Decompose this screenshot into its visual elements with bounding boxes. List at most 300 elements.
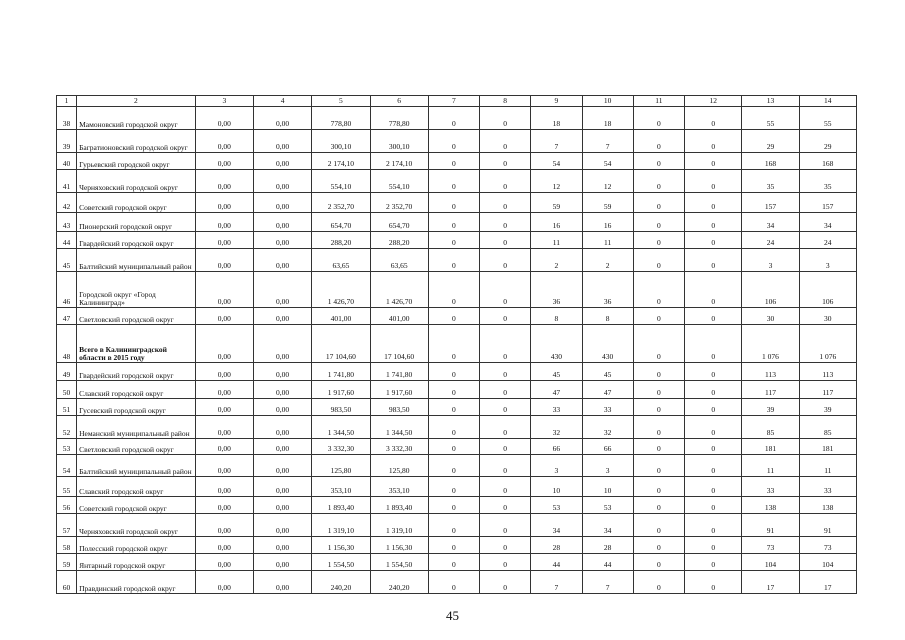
value-cell: 0 <box>685 554 742 571</box>
header-cell: 3 <box>195 96 253 107</box>
value-cell: 47 <box>582 381 633 399</box>
header-cell: 4 <box>253 96 311 107</box>
value-cell: 0 <box>633 381 684 399</box>
value-cell: 0 <box>480 497 531 514</box>
value-cell: 0,00 <box>195 477 253 497</box>
value-cell: 0 <box>633 497 684 514</box>
value-cell: 0 <box>428 170 479 193</box>
value-cell: 33 <box>582 399 633 416</box>
value-cell: 0 <box>633 107 684 130</box>
value-cell: 0 <box>480 363 531 381</box>
table-header-row <box>57 96 857 107</box>
value-cell: 0,00 <box>195 107 253 130</box>
value-cell: 1 917,60 <box>370 381 428 399</box>
value-cell: 0,00 <box>195 153 253 170</box>
value-cell: 0 <box>428 381 479 399</box>
value-cell: 0 <box>480 477 531 497</box>
value-cell: 1 156,30 <box>370 537 428 554</box>
value-cell: 0,00 <box>195 416 253 439</box>
value-cell: 1 344,50 <box>312 416 370 439</box>
value-cell: 0,00 <box>195 170 253 193</box>
value-cell: 138 <box>742 497 799 514</box>
district-name-cell: Всего в Калининградской области в 2015 году <box>77 325 196 363</box>
value-cell: 53 <box>531 497 582 514</box>
district-name-cell: Балтийский муниципальный район <box>77 249 196 272</box>
value-cell: 1 554,50 <box>312 554 370 571</box>
value-cell: 32 <box>531 416 582 439</box>
value-cell: 3 332,30 <box>312 439 370 455</box>
value-cell: 73 <box>799 537 856 554</box>
value-cell: 0 <box>428 439 479 455</box>
value-cell: 0 <box>480 381 531 399</box>
value-cell: 0 <box>480 455 531 477</box>
value-cell: 2 352,70 <box>312 193 370 213</box>
value-cell: 7 <box>582 571 633 594</box>
value-cell: 0 <box>633 477 684 497</box>
value-cell: 1 076 <box>799 325 856 363</box>
value-cell: 8 <box>582 308 633 325</box>
value-cell: 125,80 <box>370 455 428 477</box>
value-cell: 24 <box>742 232 799 249</box>
table-row <box>57 455 857 477</box>
value-cell: 2 174,10 <box>312 153 370 170</box>
value-cell: 0,00 <box>253 571 311 594</box>
row-number-cell: 54 <box>57 455 77 477</box>
value-cell: 0 <box>428 455 479 477</box>
value-cell: 288,20 <box>312 232 370 249</box>
value-cell: 0,00 <box>195 571 253 594</box>
value-cell: 44 <box>531 554 582 571</box>
value-cell: 0,00 <box>195 232 253 249</box>
value-cell: 0,00 <box>253 232 311 249</box>
value-cell: 778,80 <box>370 107 428 130</box>
district-name-cell: Черняховский городской округ <box>77 170 196 193</box>
value-cell: 430 <box>531 325 582 363</box>
value-cell: 0 <box>480 107 531 130</box>
value-cell: 0 <box>685 537 742 554</box>
table-row <box>57 153 857 170</box>
value-cell: 63,65 <box>312 249 370 272</box>
table-row <box>57 554 857 571</box>
value-cell: 0,00 <box>195 325 253 363</box>
value-cell: 0 <box>685 193 742 213</box>
value-cell: 28 <box>582 537 633 554</box>
value-cell: 0 <box>685 439 742 455</box>
row-number-cell: 40 <box>57 153 77 170</box>
value-cell: 54 <box>582 153 633 170</box>
value-cell: 0,00 <box>253 477 311 497</box>
value-cell: 17 104,60 <box>370 325 428 363</box>
value-cell: 0,00 <box>195 497 253 514</box>
row-number-cell: 52 <box>57 416 77 439</box>
value-cell: 0 <box>685 399 742 416</box>
value-cell: 3 <box>582 455 633 477</box>
value-cell: 91 <box>799 514 856 537</box>
value-cell: 654,70 <box>312 213 370 232</box>
value-cell: 0,00 <box>253 455 311 477</box>
value-cell: 106 <box>799 272 856 308</box>
value-cell: 7 <box>531 130 582 153</box>
row-number-cell: 39 <box>57 130 77 153</box>
table-row <box>57 477 857 497</box>
value-cell: 0 <box>685 249 742 272</box>
data-table <box>56 95 857 594</box>
value-cell: 0 <box>633 455 684 477</box>
value-cell: 0,00 <box>253 325 311 363</box>
value-cell: 778,80 <box>312 107 370 130</box>
header-cell: 10 <box>582 96 633 107</box>
value-cell: 0 <box>480 416 531 439</box>
value-cell: 168 <box>799 153 856 170</box>
value-cell: 2 <box>582 249 633 272</box>
value-cell: 16 <box>582 213 633 232</box>
value-cell: 983,50 <box>312 399 370 416</box>
value-cell: 0 <box>428 363 479 381</box>
district-name-cell: Светловский городской округ <box>77 439 196 455</box>
row-number-cell: 51 <box>57 399 77 416</box>
row-number-cell: 57 <box>57 514 77 537</box>
value-cell: 1 426,70 <box>312 272 370 308</box>
row-number-cell: 43 <box>57 213 77 232</box>
header-cell: 6 <box>370 96 428 107</box>
row-number-cell: 42 <box>57 193 77 213</box>
value-cell: 0 <box>685 477 742 497</box>
value-cell: 0 <box>428 399 479 416</box>
value-cell: 0,00 <box>253 193 311 213</box>
value-cell: 0 <box>633 153 684 170</box>
value-cell: 157 <box>742 193 799 213</box>
value-cell: 0 <box>685 232 742 249</box>
value-cell: 55 <box>742 107 799 130</box>
district-name-cell: Мамоновский городской округ <box>77 107 196 130</box>
value-cell: 34 <box>582 514 633 537</box>
value-cell: 11 <box>582 232 633 249</box>
value-cell: 0 <box>633 170 684 193</box>
table-row <box>57 416 857 439</box>
value-cell: 0 <box>480 193 531 213</box>
value-cell: 104 <box>799 554 856 571</box>
value-cell: 0,00 <box>195 399 253 416</box>
header-cell: 11 <box>633 96 684 107</box>
value-cell: 0,00 <box>253 130 311 153</box>
value-cell: 44 <box>582 554 633 571</box>
value-cell: 288,20 <box>370 232 428 249</box>
value-cell: 39 <box>742 399 799 416</box>
district-name-cell: Советский городской округ <box>77 193 196 213</box>
value-cell: 34 <box>799 213 856 232</box>
value-cell: 0,00 <box>195 193 253 213</box>
row-number-cell: 56 <box>57 497 77 514</box>
value-cell: 0 <box>428 272 479 308</box>
value-cell: 0 <box>685 213 742 232</box>
value-cell: 0 <box>480 571 531 594</box>
value-cell: 353,10 <box>370 477 428 497</box>
value-cell: 0 <box>633 399 684 416</box>
table-row <box>57 325 857 363</box>
value-cell: 33 <box>742 477 799 497</box>
value-cell: 0 <box>480 537 531 554</box>
value-cell: 0 <box>633 571 684 594</box>
value-cell: 0,00 <box>253 363 311 381</box>
value-cell: 0,00 <box>195 381 253 399</box>
table-row <box>57 130 857 153</box>
value-cell: 0,00 <box>253 514 311 537</box>
value-cell: 401,00 <box>370 308 428 325</box>
value-cell: 0,00 <box>253 107 311 130</box>
header-cell: 13 <box>742 96 799 107</box>
value-cell: 0,00 <box>195 455 253 477</box>
value-cell: 0 <box>685 363 742 381</box>
value-cell: 401,00 <box>312 308 370 325</box>
district-name-cell: Гвардейский городской округ <box>77 232 196 249</box>
value-cell: 3 332,30 <box>370 439 428 455</box>
value-cell: 73 <box>742 537 799 554</box>
table-row <box>57 232 857 249</box>
value-cell: 0 <box>633 416 684 439</box>
value-cell: 0,00 <box>195 514 253 537</box>
value-cell: 0 <box>480 153 531 170</box>
value-cell: 0,00 <box>253 439 311 455</box>
value-cell: 0 <box>428 497 479 514</box>
table-row <box>57 213 857 232</box>
value-cell: 0 <box>633 514 684 537</box>
value-cell: 1 076 <box>742 325 799 363</box>
value-cell: 0 <box>428 193 479 213</box>
value-cell: 654,70 <box>370 213 428 232</box>
district-name-cell: Неманский муниципальный район <box>77 416 196 439</box>
row-number-cell: 58 <box>57 537 77 554</box>
value-cell: 7 <box>531 571 582 594</box>
value-cell: 0 <box>685 325 742 363</box>
value-cell: 0,00 <box>195 249 253 272</box>
value-cell: 0 <box>685 272 742 308</box>
value-cell: 59 <box>582 193 633 213</box>
row-number-cell: 60 <box>57 571 77 594</box>
value-cell: 0 <box>480 213 531 232</box>
value-cell: 10 <box>531 477 582 497</box>
value-cell: 1 741,80 <box>312 363 370 381</box>
value-cell: 300,10 <box>370 130 428 153</box>
value-cell: 59 <box>531 193 582 213</box>
value-cell: 0 <box>685 107 742 130</box>
value-cell: 85 <box>742 416 799 439</box>
value-cell: 11 <box>531 232 582 249</box>
row-number-cell: 46 <box>57 272 77 308</box>
value-cell: 117 <box>799 381 856 399</box>
value-cell: 983,50 <box>370 399 428 416</box>
value-cell: 0,00 <box>195 130 253 153</box>
value-cell: 1 741,80 <box>370 363 428 381</box>
value-cell: 0 <box>685 497 742 514</box>
value-cell: 0,00 <box>253 497 311 514</box>
value-cell: 0 <box>428 571 479 594</box>
district-name-cell: Светловский городской округ <box>77 308 196 325</box>
value-cell: 1 319,10 <box>312 514 370 537</box>
value-cell: 0,00 <box>253 170 311 193</box>
value-cell: 2 174,10 <box>370 153 428 170</box>
value-cell: 0 <box>633 213 684 232</box>
value-cell: 430 <box>582 325 633 363</box>
value-cell: 18 <box>531 107 582 130</box>
value-cell: 353,10 <box>312 477 370 497</box>
value-cell: 0 <box>480 272 531 308</box>
value-cell: 181 <box>742 439 799 455</box>
value-cell: 0 <box>685 381 742 399</box>
district-name-cell: Гурьевский городской округ <box>77 153 196 170</box>
value-cell: 0,00 <box>253 381 311 399</box>
value-cell: 28 <box>531 537 582 554</box>
value-cell: 0 <box>480 514 531 537</box>
value-cell: 0 <box>480 399 531 416</box>
value-cell: 0,00 <box>253 554 311 571</box>
value-cell: 32 <box>582 416 633 439</box>
value-cell: 10 <box>582 477 633 497</box>
row-number-cell: 47 <box>57 308 77 325</box>
district-name-cell: Балтийский муниципальный район <box>77 455 196 477</box>
value-cell: 104 <box>742 554 799 571</box>
value-cell: 1 426,70 <box>370 272 428 308</box>
value-cell: 0 <box>428 308 479 325</box>
value-cell: 240,20 <box>370 571 428 594</box>
header-cell: 9 <box>531 96 582 107</box>
value-cell: 1 319,10 <box>370 514 428 537</box>
value-cell: 85 <box>799 416 856 439</box>
value-cell: 8 <box>531 308 582 325</box>
row-number-cell: 55 <box>57 477 77 497</box>
value-cell: 0 <box>428 153 479 170</box>
value-cell: 554,10 <box>312 170 370 193</box>
value-cell: 113 <box>799 363 856 381</box>
page-number: 45 <box>446 608 459 623</box>
value-cell: 53 <box>582 497 633 514</box>
value-cell: 2 <box>531 249 582 272</box>
district-name-cell: Пионерский городской округ <box>77 213 196 232</box>
value-cell: 0,00 <box>253 213 311 232</box>
value-cell: 0 <box>428 130 479 153</box>
value-cell: 168 <box>742 153 799 170</box>
value-cell: 0 <box>480 325 531 363</box>
header-cell: 2 <box>77 96 196 107</box>
row-number-cell: 41 <box>57 170 77 193</box>
header-cell: 14 <box>799 96 856 107</box>
value-cell: 33 <box>531 399 582 416</box>
row-number-cell: 44 <box>57 232 77 249</box>
table-row <box>57 514 857 537</box>
table-row <box>57 439 857 455</box>
row-number-cell: 48 <box>57 325 77 363</box>
value-cell: 45 <box>582 363 633 381</box>
row-number-cell: 50 <box>57 381 77 399</box>
value-cell: 0 <box>633 554 684 571</box>
value-cell: 36 <box>531 272 582 308</box>
value-cell: 11 <box>742 455 799 477</box>
value-cell: 0 <box>633 249 684 272</box>
district-name-cell: Янтарный городской округ <box>77 554 196 571</box>
value-cell: 1 917,60 <box>312 381 370 399</box>
value-cell: 0,00 <box>253 153 311 170</box>
value-cell: 0 <box>480 554 531 571</box>
value-cell: 47 <box>531 381 582 399</box>
value-cell: 106 <box>742 272 799 308</box>
value-cell: 66 <box>531 439 582 455</box>
value-cell: 16 <box>531 213 582 232</box>
value-cell: 0,00 <box>195 363 253 381</box>
value-cell: 0,00 <box>195 439 253 455</box>
value-cell: 36 <box>582 272 633 308</box>
value-cell: 0 <box>428 325 479 363</box>
value-cell: 35 <box>799 170 856 193</box>
value-cell: 0 <box>685 514 742 537</box>
table-row <box>57 537 857 554</box>
value-cell: 0,00 <box>253 249 311 272</box>
value-cell: 181 <box>799 439 856 455</box>
value-cell: 30 <box>799 308 856 325</box>
value-cell: 0,00 <box>253 399 311 416</box>
value-cell: 0 <box>685 416 742 439</box>
table-row <box>57 363 857 381</box>
value-cell: 0,00 <box>195 308 253 325</box>
district-name-cell: Гвардейский городской округ <box>77 363 196 381</box>
value-cell: 0 <box>480 308 531 325</box>
value-cell: 300,10 <box>312 130 370 153</box>
header-cell: 1 <box>57 96 77 107</box>
value-cell: 0,00 <box>253 272 311 308</box>
value-cell: 1 893,40 <box>312 497 370 514</box>
row-number-cell: 45 <box>57 249 77 272</box>
value-cell: 18 <box>582 107 633 130</box>
value-cell: 29 <box>799 130 856 153</box>
value-cell: 0 <box>685 455 742 477</box>
district-name-cell: Полесский городской округ <box>77 537 196 554</box>
value-cell: 0 <box>685 130 742 153</box>
value-cell: 12 <box>531 170 582 193</box>
value-cell: 30 <box>742 308 799 325</box>
value-cell: 12 <box>582 170 633 193</box>
value-cell: 45 <box>531 363 582 381</box>
value-cell: 1 156,30 <box>312 537 370 554</box>
district-name-cell: Черняховский городской округ <box>77 514 196 537</box>
value-cell: 0 <box>480 232 531 249</box>
value-cell: 1 554,50 <box>370 554 428 571</box>
header-cell: 7 <box>428 96 479 107</box>
value-cell: 113 <box>742 363 799 381</box>
value-cell: 29 <box>742 130 799 153</box>
value-cell: 66 <box>582 439 633 455</box>
value-cell: 0,00 <box>195 213 253 232</box>
table-row <box>57 399 857 416</box>
district-name-cell: Городской округ «Город Калининград» <box>77 272 196 308</box>
value-cell: 157 <box>799 193 856 213</box>
value-cell: 0 <box>428 232 479 249</box>
table-row <box>57 497 857 514</box>
value-cell: 0 <box>633 193 684 213</box>
district-name-cell: Гусевский городской округ <box>77 399 196 416</box>
district-name-cell: Славский городской округ <box>77 477 196 497</box>
value-cell: 0 <box>633 272 684 308</box>
value-cell: 35 <box>742 170 799 193</box>
value-cell: 0 <box>685 571 742 594</box>
table-row <box>57 308 857 325</box>
table-row <box>57 107 857 130</box>
row-number-cell: 49 <box>57 363 77 381</box>
value-cell: 0 <box>633 130 684 153</box>
value-cell: 0 <box>428 416 479 439</box>
header-cell: 8 <box>480 96 531 107</box>
value-cell: 11 <box>799 455 856 477</box>
value-cell: 0,00 <box>195 554 253 571</box>
value-cell: 2 352,70 <box>370 193 428 213</box>
table-row <box>57 272 857 308</box>
